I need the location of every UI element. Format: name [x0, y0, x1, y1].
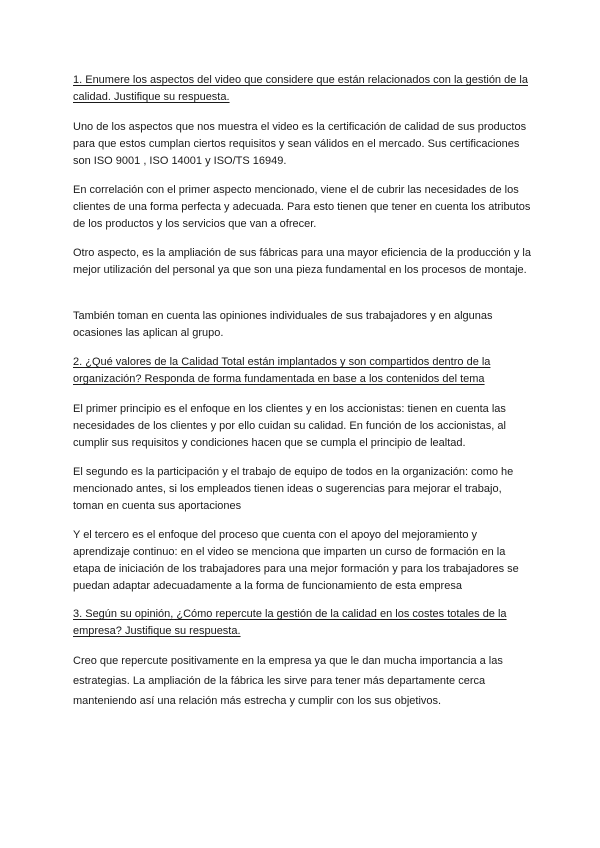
question-1-answer-3: Otro aspecto, es la ampliación de sus fábricas para una mayor eficiencia de la producción y la mejor utilización del personal ya que son una pieza fundamental en los procesos de montaje.	[73, 247, 531, 276]
question-1-answer-2: En correlación con el primer aspecto mencionado, viene el de cubrir las necesidades de los clientes de una forma perfecta y adecuada. Para esto tienen que tener en cuenta los atributos de los productos y los servicios que van a ofrecer.	[73, 184, 531, 230]
question-1-answer-1: Uno de los aspectos que nos muestra el video es la certificación de calidad de sus productos para que estos cumplan ciertos requisitos y sean válidos en el mercado. Sus certificaciones son ISO 9001 , ISO 14001 y ISO/TS 16949.	[73, 121, 527, 167]
question-2-answer-2: El segundo es la participación y el trabajo de equipo de todos en la organización: como he mencionado antes, si los empleados tienen ideas o sugerencias para mejorar el trabajo, toman en cuenta sus aportaciones	[73, 466, 514, 512]
question-3-title: 3. Según su opinión, ¿Cómo repercute la gestión de la calidad en los costes totales de la empresa? Justifique su respuesta.	[73, 608, 507, 637]
question-1-answer-4: También toman en cuenta las opiniones individuales de sus trabajadores y en algunas ocasiones las aplican al grupo.	[73, 310, 493, 339]
question-1-title: 1. Enumere los aspectos del video que considere que están relacionados con la gestión de la calidad. Justifique su respuesta.	[73, 74, 528, 103]
question-3-answer-1: Creo que repercute positivamente en la empresa ya que le dan mucha importancia a las estrategias. La ampliación de la fábrica les sirve para tener más departamente cerca manteniendo así una relación más estrecha y cumplir con los sus objetivos.	[73, 655, 503, 707]
question-2-answer-1: El primer principio es el enfoque en los clientes y en los accionistas: tienen en cuenta las necesidades de los clientes y por ello cuidan su calidad. En función de los accionistas, al cumplir sus requisitos y condiciones hacen que se cumpla el principio de lealtad.	[73, 403, 506, 449]
question-2-answer-3: Y el tercero es el enfoque del proceso que cuenta con el apoyo del mejoramiento y aprendizaje continuo: en el video se menciona que imparten un curso de formación en la etapa de iniciación de los trabajadores para una mejor formación y para los trabajadores se puedan adaptar adecuadamente a la forma de funcionamiento de esta empresa	[73, 529, 519, 592]
question-2-title: 2. ¿Qué valores de la Calidad Total están implantados y son compartidos dentro de la organización? Responda de forma fundamentada en base a los contenidos del tema	[73, 356, 491, 385]
